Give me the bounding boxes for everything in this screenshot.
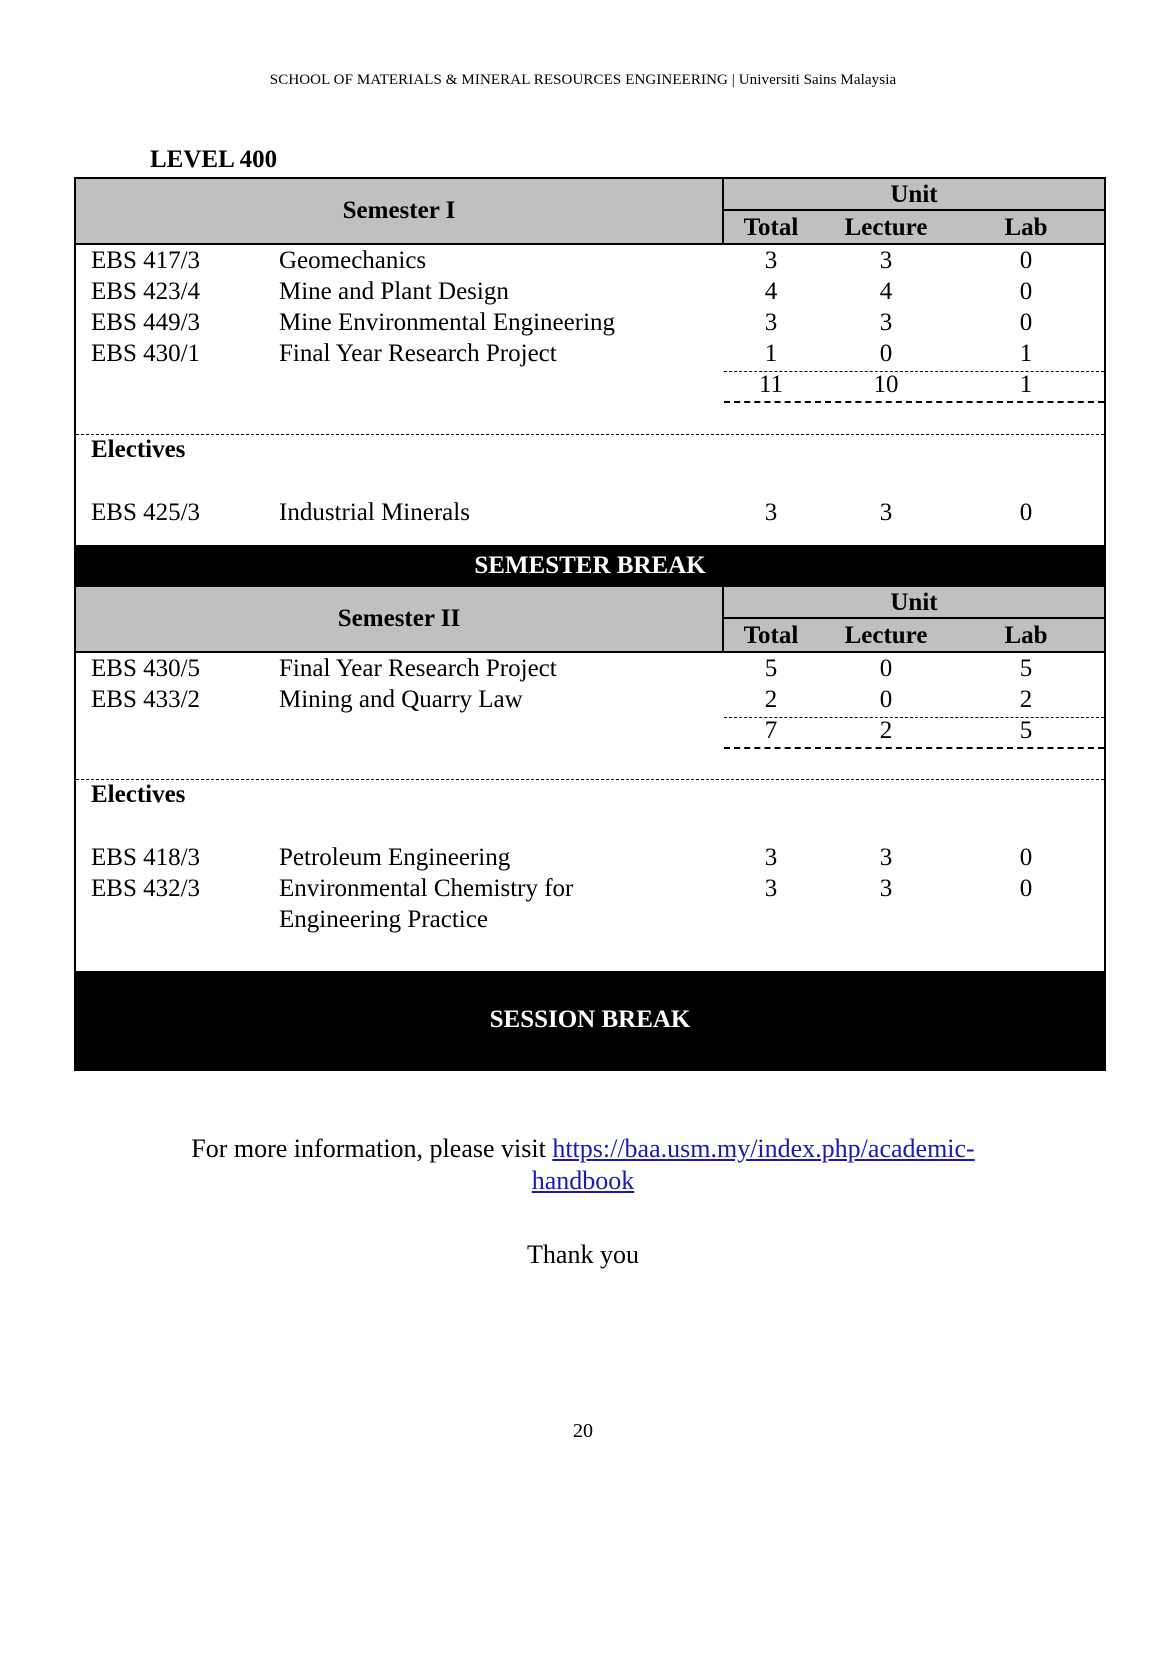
- course-title: Final Year Research Project: [279, 655, 557, 682]
- sum-row: [76, 715, 1104, 747]
- electives-label: Electives: [91, 436, 186, 463]
- course-lab: 0: [1019, 247, 1033, 274]
- course-lecture: 3: [879, 247, 893, 274]
- course-total: 2: [764, 686, 778, 713]
- course-lecture: 3: [879, 499, 893, 526]
- course-total: 3: [764, 499, 778, 526]
- course-title: Mine Environmental Engineering: [279, 309, 616, 336]
- course-lab: 0: [1019, 309, 1033, 336]
- course-lab: 0: [1019, 499, 1033, 526]
- course-lecture: 4: [879, 278, 893, 305]
- info-text: For more information, please visit: [191, 1134, 553, 1163]
- course-row: [76, 245, 1104, 277]
- lab-header: Lab: [1004, 214, 1048, 241]
- course-lecture: 3: [879, 844, 893, 871]
- course-code: EBS 425/3: [91, 499, 201, 526]
- course-row: [76, 653, 1104, 685]
- running-header: SCHOOL OF MATERIALS & MINERAL RESOURCES ENGINEERING | Universiti Sains Malaysia: [269, 72, 897, 88]
- course-code: EBS 417/3: [91, 247, 201, 274]
- course-row: [76, 276, 1104, 308]
- course-lab: 5: [1019, 655, 1033, 682]
- lecture-header: Lecture: [844, 214, 928, 241]
- electives-label: Electives: [91, 781, 186, 808]
- course-title: Environmental Chemistry for: [279, 875, 574, 902]
- total-header: Total: [743, 622, 799, 649]
- course-row: [76, 307, 1104, 339]
- course-code: EBS 433/2: [91, 686, 201, 713]
- handbook-link[interactable]: https://baa.usm.my/index.php/academic-: [552, 1134, 975, 1163]
- sum-total: 7: [764, 717, 778, 744]
- sum-lecture: 2: [879, 717, 893, 744]
- thanks-text: Thank you: [527, 1240, 639, 1269]
- session-break-bar: SESSION BREAK: [76, 971, 1104, 1069]
- sum-total: 11: [758, 371, 784, 398]
- course-title: Mine and Plant Design: [279, 278, 509, 305]
- course-total: 3: [764, 309, 778, 336]
- course-code: EBS 430/5: [91, 655, 201, 682]
- course-lecture: 3: [879, 875, 893, 902]
- course-title-line2: Engineering Practice: [279, 906, 488, 933]
- course-total: 5: [764, 655, 778, 682]
- course-title: Industrial Minerals: [279, 499, 470, 526]
- course-lab: 0: [1019, 844, 1033, 871]
- course-lab: 0: [1019, 875, 1033, 902]
- semester-1-title: Semester I: [76, 179, 724, 243]
- course-title: Petroleum Engineering: [279, 844, 511, 871]
- total-header: Total: [743, 214, 799, 241]
- semester-2-title: Semester II: [76, 587, 724, 651]
- course-total: 1: [764, 340, 778, 367]
- course-title: Mining and Quarry Law: [279, 686, 523, 713]
- course-lab: 2: [1019, 686, 1033, 713]
- course-lecture: 0: [879, 655, 893, 682]
- course-title: Geomechanics: [279, 247, 427, 274]
- semester-break-bar: SEMESTER BREAK: [76, 545, 1104, 587]
- unit-header: Unit: [724, 179, 1104, 211]
- elective-row-continuation: [76, 904, 1104, 936]
- course-code: EBS 418/3: [91, 844, 201, 871]
- sum-lecture: 10: [873, 371, 899, 398]
- sum-lab: 1: [1019, 371, 1033, 398]
- course-lecture: 3: [879, 309, 893, 336]
- course-row: [76, 338, 1104, 370]
- semester-2-header: [76, 587, 1104, 653]
- course-title: Final Year Research Project: [279, 340, 557, 367]
- course-code: EBS 449/3: [91, 309, 201, 336]
- course-total: 3: [764, 247, 778, 274]
- course-total: 3: [764, 844, 778, 871]
- sum-underline: [724, 747, 1104, 749]
- page-number: 20: [573, 1420, 593, 1442]
- course-row: [76, 684, 1104, 716]
- section-divider: [76, 779, 1104, 780]
- course-lecture: 0: [879, 340, 893, 367]
- course-table: [74, 177, 1106, 1071]
- course-code: EBS 430/1: [91, 340, 201, 367]
- info-paragraph: [0, 1133, 1166, 1197]
- level-title: LEVEL 400: [150, 146, 278, 173]
- sum-underline: [724, 401, 1104, 403]
- semester-1-header: [76, 179, 1104, 245]
- section-divider: [76, 434, 1104, 435]
- course-total: 3: [764, 875, 778, 902]
- lecture-header: Lecture: [844, 622, 928, 649]
- unit-header: Unit: [724, 587, 1104, 619]
- sum-lab: 5: [1019, 717, 1033, 744]
- course-code: EBS 432/3: [91, 875, 201, 902]
- course-lecture: 0: [879, 686, 893, 713]
- course-code: EBS 423/4: [91, 278, 201, 305]
- course-lab: 1: [1019, 340, 1033, 367]
- course-total: 4: [764, 278, 778, 305]
- course-lab: 0: [1019, 278, 1033, 305]
- elective-row: [76, 842, 1104, 874]
- elective-row: [76, 873, 1104, 905]
- handbook-link-continued[interactable]: handbook: [531, 1166, 635, 1195]
- sum-row: [76, 369, 1104, 401]
- elective-row: [76, 497, 1104, 529]
- lab-header: Lab: [1004, 622, 1048, 649]
